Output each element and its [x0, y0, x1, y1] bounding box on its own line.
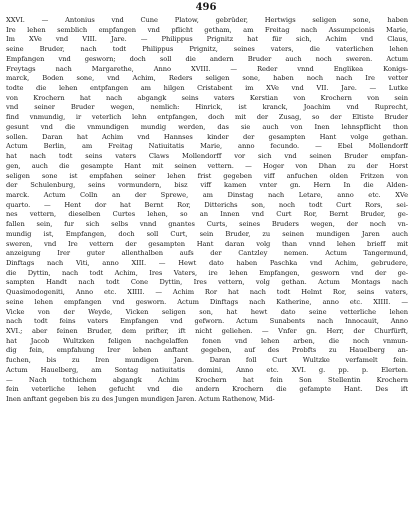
text-line: der Schulenburg, seins vormundern, bisz viff kamen vnter gn. Hern In die Alden-	[6, 181, 408, 190]
text-line: sollen. Daran hat Achim vnd Hannses kinder der gesampten Hant volge gethan.	[6, 132, 408, 141]
text-line: Im XVe vnd VIII. Jare. — Philippus Prignitz hat für sich, Achim vnd Claus,	[6, 35, 408, 44]
text-line: die Dyttin, nach todt Achim, Ires Vaters, ire lehen Empfangen, gesworn vnd der ge-	[6, 268, 408, 277]
text-line: marck, Boden sone, vnd Achim, Reders seligen sone, haben noch nach Ire vetter	[6, 74, 408, 83]
text-line: nach todt feins vaters Empfangen vnd gefworn. Actum Sunabents nach Innocauit, Anno	[6, 317, 408, 326]
text-line: seine lehen empfangen vnd gesworn. Actum Dinftags nach Katherine, anno etc. XIIII. —	[6, 297, 408, 306]
text-line: seine Bruder, nach todt Philippus Prignitz, seines vaters, die vaterlichen lehen	[6, 45, 408, 54]
text-line: XVI.; aber feinen Bruder, dem prifter, ift nicht geliehen. — Vnfer gn. Herr, der Churfürft,	[6, 327, 408, 335]
text-line: hat nach todt seins vaters Claws Mollendorff vor sich vnd seinen Bruder empfan-	[6, 152, 408, 161]
text-line: gen, auch die gesampte Hant mit seinen vettern. — Hoger von Dhan zu der Horst	[6, 161, 408, 170]
text-line: Ire lehen semblich empfangen vnd pflicht getham, am Freitag nach Assumpcionis Marie,	[6, 25, 408, 34]
text-line: fein veterliche lehen gefucht vnd die andern Krochern die gefampte Hant. Des ift	[6, 385, 408, 394]
text-line: quarto. — Hent dor hat Bernt Ror, Ditterichs son, noch todt Curt Rors, sei-	[6, 200, 408, 209]
text-line: von Krochern hat nach abgangk seins vaters Kerstian von Krochern von sein	[6, 93, 408, 102]
text-line: sampten Handt nach todt Cone Dyttin, Ires vettern, volg gethan. Actum Montags nach	[6, 278, 408, 287]
text-line: fallen sein, fur sich selbs vnnd gnantes Curts, seines Bruders wegen, der noch vn-	[6, 220, 408, 229]
text-line: Vicke von der Weyde, Vicken seligen son, hat hewt dato seine vetterliche lehen	[6, 307, 408, 316]
text-line: find vnmundig, ir veterlich lehn entpfangen, doch mit der Zusag, so der Eltiste Bruder	[6, 113, 408, 122]
text-line: dig fein, empfahung Irer lehen anftant gegeben, auf des Probfts zu Hauelberg an-	[6, 346, 408, 355]
page-number: 496	[195, 2, 217, 13]
text-line: marck. Actum Colln an der Sprewe, am Dinstag nach Letare, anno etc. XVe	[6, 190, 408, 199]
text-line: sweren, vnd Ire vettern der gesampten Hant daran volg than vnnd lehen brieff mit	[6, 239, 408, 248]
text-line: Freytags nach Margarethe, Anno XVIII. — Reder vnnd Englikea Konigs-	[6, 64, 408, 73]
text-line: hat Jacob Wultzken feligen nachgelaffen fonen vnd lehen arben, die noch vnmun-	[6, 336, 408, 345]
text-line: vnd seiner Bruder wegen, nemlich: Hinrick, ist kranck, Joachim vnd Ruprecht,	[6, 103, 408, 112]
body-text	[6, 16, 408, 405]
text-line: Quasimodogeniti, Anno etc. XIIII. — Achim Ror hat nach todt Helmt Ror, seins vaters,	[6, 288, 408, 297]
text-line: mundig ist, Empfangen, doch soll Curt, sein Bruder, zu seinen mundigen Jaren auch	[6, 229, 408, 238]
text-line: Actum Hauelberg, am Sontag natiuitatis domini, Anno etc. XVI. g. pp. p. Elerten.	[6, 365, 408, 374]
text-line: XXVI. — Antonius vnd Cune Platow, gebrüder, Hertwigs seligen sone, haben	[6, 16, 408, 24]
text-line: Inen anftant gegeben bis zu des Jungen mundigen Jaren. Actum Rathenow, Mid-	[6, 395, 275, 404]
text-line: Empfangen vnd gesworn; doch soll die andern Bruder auch noch sweren. Actum	[6, 54, 408, 63]
text-line: Actum Berlin, am Freitag Natiuitatis Marie, anno fecundo. — Ebel Mollendorff	[6, 142, 408, 151]
text-line: nes vettern, dieselben Curtes lehen, so an Innen vnd Curt Ror, Bernt Bruder, ge-	[6, 210, 408, 219]
text-line: gesunt vnd die vnmundigen mundig werden, das sie auch von Inen lehnspflicht thon	[6, 122, 408, 131]
text-line: fuchen, bis zu Iren mundigen Jaren. Daran foll Curt Wultzke verfamelt fein.	[6, 356, 408, 365]
text-line: todte die lehen entpfangen am hilgen Cristabent im XVe vnd VII. Jare. — Lutke	[6, 84, 408, 93]
text-line: anzeigung Irer guter allenthalben aufs der Cantzley nemen. Actum Tangermund,	[6, 249, 408, 258]
text-line: seligen sone ist empfahen seiner lehen frist gegeben viff anfuchen olden Fritzen von	[6, 171, 408, 180]
text-line: — Nach tothichem abgangk Achim Krochern hat fein Son Stellentin Krochern	[6, 375, 408, 384]
text-line: Dinftags nach Viti, anno XIII. — Hewt dato haben Paschka vnd Achim, gebrudere,	[6, 258, 408, 267]
